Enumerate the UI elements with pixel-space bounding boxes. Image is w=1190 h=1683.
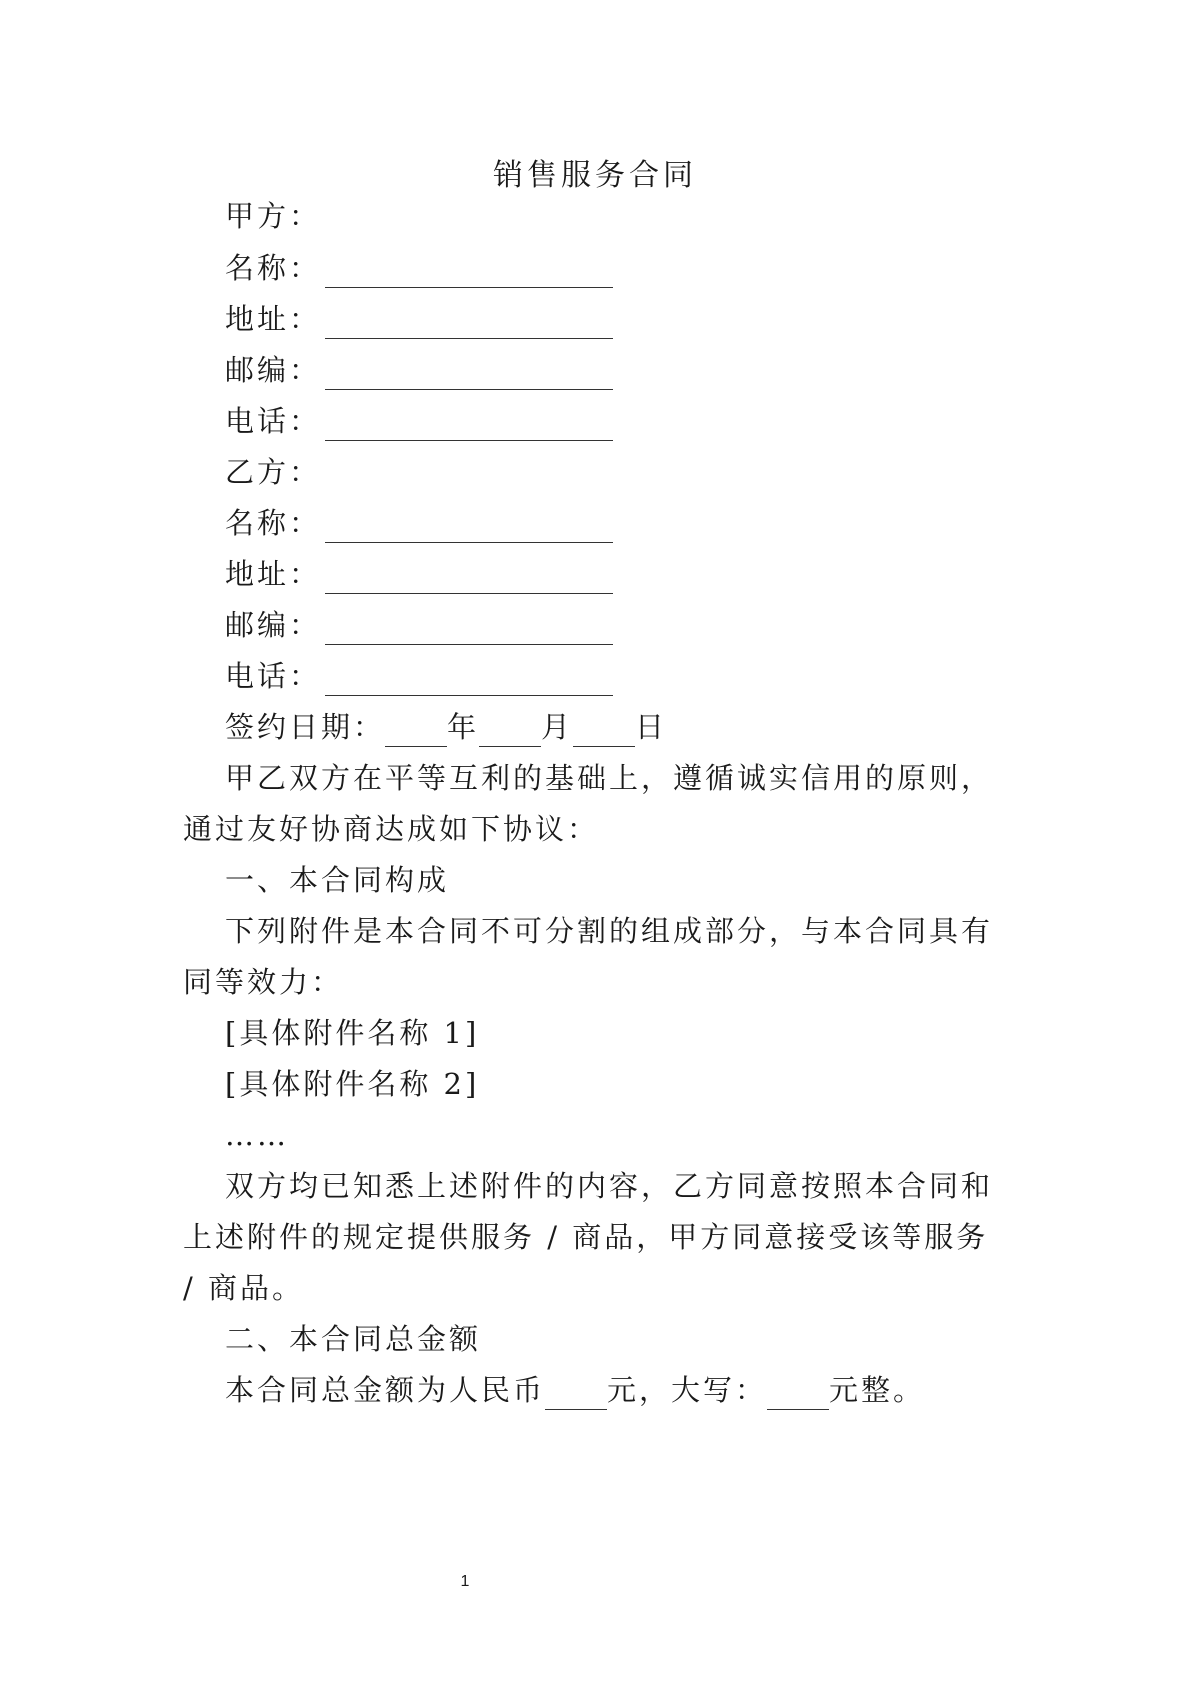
page-number: 1 — [460, 1573, 470, 1590]
attachment-item-2: [具体附件名称 2] — [225, 1067, 480, 1101]
amount-row — [225, 1370, 925, 1410]
party-b-phone-field[interactable] — [325, 663, 613, 696]
page-title: 销售服务合同 — [493, 158, 697, 193]
amount-suffix: 元整。 — [829, 1373, 926, 1407]
party-b-address-label: 地址： — [225, 557, 322, 591]
sign-month-field[interactable] — [479, 714, 541, 747]
sign-day-unit: 日 — [635, 710, 668, 744]
party-b-name-row — [225, 503, 613, 543]
section-2-heading: 二、本合同总金额 — [225, 1322, 482, 1356]
party-b-postcode-field[interactable] — [325, 612, 613, 645]
party-b-label: 乙方： — [225, 455, 322, 489]
sign-day-field[interactable] — [573, 714, 635, 747]
amount-figure-field[interactable] — [545, 1377, 607, 1410]
party-b-postcode-row — [225, 605, 613, 645]
party-b-phone-row — [225, 656, 613, 696]
sign-date-label: 签约日期： — [225, 710, 386, 744]
party-a-name-label: 名称： — [225, 251, 322, 285]
party-a-address-label: 地址： — [225, 302, 322, 336]
section-1-para2-line-2: 上述附件的规定提供服务 / 商品，甲方同意接受该等服务 — [183, 1220, 989, 1254]
party-b-address-field[interactable] — [325, 561, 613, 594]
sign-year-field[interactable] — [385, 714, 447, 747]
amount-prefix: 本合同总金额为人民币 — [225, 1373, 546, 1407]
party-a-phone-label: 电话： — [225, 404, 322, 438]
sign-date-row — [225, 707, 667, 747]
party-a-postcode-field[interactable] — [325, 357, 613, 390]
party-a-phone-field[interactable] — [325, 408, 613, 441]
party-b-name-field[interactable] — [325, 510, 613, 543]
party-b-address-row — [225, 554, 613, 594]
section-1-para2-line-1: 双方均已知悉上述附件的内容，乙方同意按照本合同和 — [225, 1169, 994, 1203]
attachment-item-1: [具体附件名称 1] — [225, 1016, 480, 1050]
section-1-para2-line-3: / 商品。 — [183, 1271, 304, 1305]
sign-year-unit: 年 — [447, 710, 480, 744]
party-b-postcode-label: 邮编： — [225, 608, 322, 642]
party-b-name-label: 名称： — [225, 506, 322, 540]
section-1-heading: 一、本合同构成 — [225, 863, 450, 897]
amount-mid: 元，大写： — [607, 1373, 768, 1407]
party-a-label: 甲方： — [225, 199, 322, 233]
section-1-para-line-2: 同等效力： — [183, 965, 344, 999]
party-a-postcode-row — [225, 350, 613, 390]
party-a-address-field[interactable] — [325, 306, 613, 339]
section-1-para-line-1: 下列附件是本合同不可分割的组成部分，与本合同具有 — [225, 914, 994, 948]
party-a-name-row — [225, 248, 613, 288]
intro-line-1: 甲乙双方在平等互利的基础上，遵循诚实信用的原则， — [225, 761, 994, 795]
sign-month-unit: 月 — [541, 710, 574, 744]
amount-words-field[interactable] — [767, 1377, 829, 1410]
party-a-phone-row — [225, 401, 613, 441]
intro-line-2: 通过友好协商达成如下协议： — [183, 812, 600, 846]
party-b-phone-label: 电话： — [225, 659, 322, 693]
party-a-address-row — [225, 299, 613, 339]
party-a-postcode-label: 邮编： — [225, 353, 322, 387]
attachment-ellipsis: …… — [225, 1118, 289, 1152]
party-a-name-field[interactable] — [325, 255, 613, 288]
